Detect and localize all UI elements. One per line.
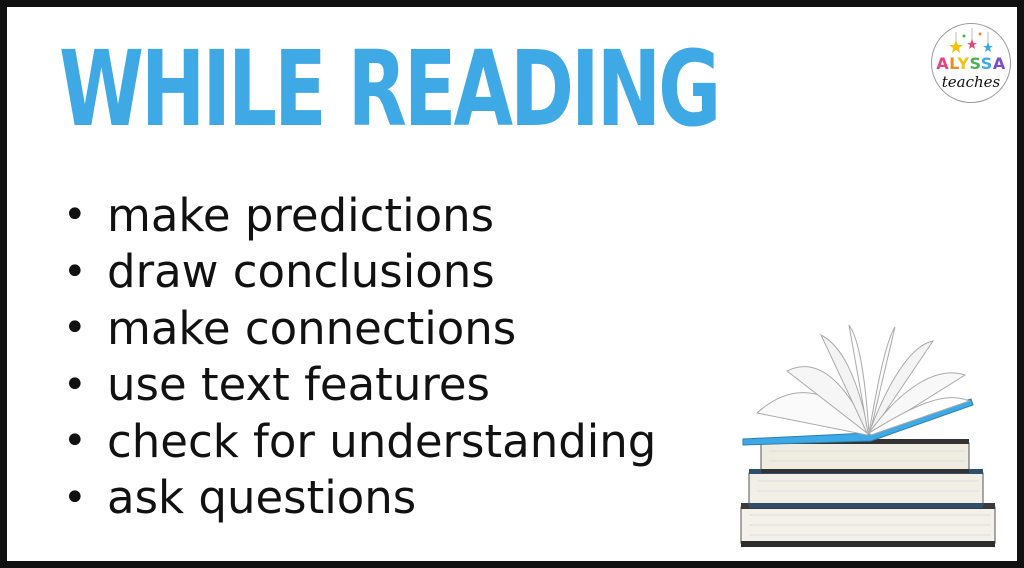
list-item: [61, 244, 656, 301]
brand-logo: [931, 23, 1011, 103]
list-item-text: check for understanding: [107, 414, 657, 468]
books-stack-icon: [729, 315, 1003, 555]
list-item-text: draw conclusions: [107, 245, 495, 299]
logo-tagline: teaches: [941, 73, 1001, 91]
list-item-text: use text features: [107, 358, 490, 412]
bullet-icon: •: [63, 474, 87, 521]
bullet-icon: •: [63, 361, 87, 408]
list-item-text: make connections: [107, 301, 517, 355]
list-item: [61, 357, 656, 414]
list-item: [61, 187, 656, 244]
bullet-icon: •: [63, 418, 87, 465]
list-item: [61, 413, 656, 470]
bullet-icon: •: [63, 305, 87, 352]
list-item-text: make predictions: [107, 188, 495, 242]
logo-wordmark: ALYSSA: [936, 54, 1006, 73]
bullet-icon: •: [63, 248, 87, 295]
list-item: [61, 300, 656, 357]
list-item-text: ask questions: [107, 471, 417, 525]
bullet-list: [61, 187, 656, 526]
list-item: [61, 470, 656, 527]
stars-icon: [932, 26, 1012, 56]
page-title: WHILE READING: [59, 28, 719, 150]
bullet-icon: •: [63, 192, 87, 239]
